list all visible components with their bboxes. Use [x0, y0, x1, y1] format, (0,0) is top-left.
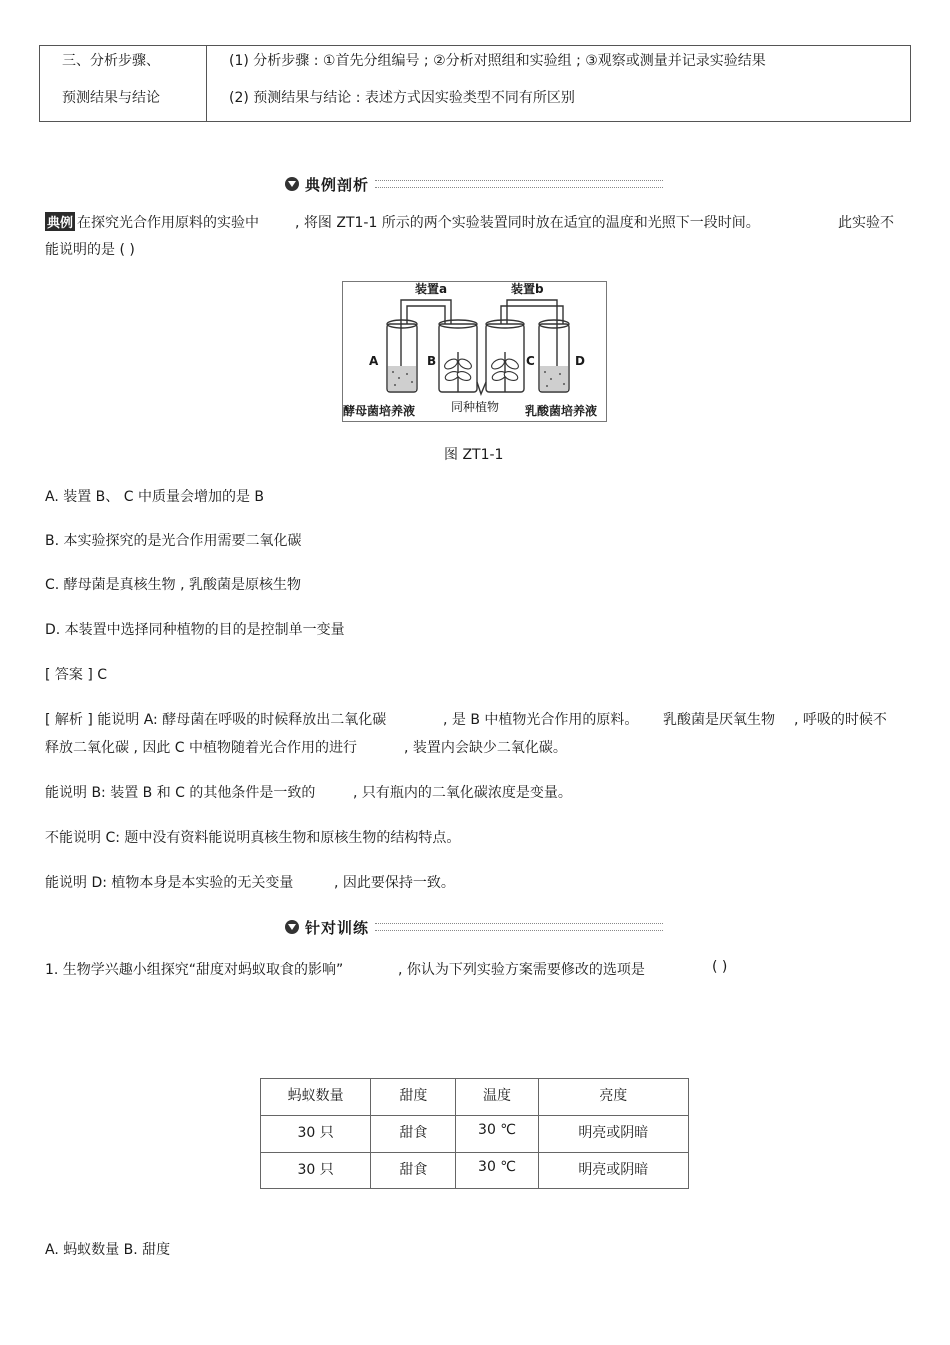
header-sweetness: 甜度 — [371, 1079, 456, 1116]
label-jar-b: B — [427, 354, 437, 368]
section-rule — [375, 923, 663, 931]
label-device-b: 装置b — [511, 282, 544, 296]
cell: 甜食 — [371, 1116, 456, 1153]
analysis-steps-table — [39, 45, 911, 122]
header-ant-count: 蚂蚁数量 — [261, 1079, 371, 1116]
figure-caption: 图 ZT1-1 — [444, 447, 504, 463]
cell: 明亮或阴暗 — [538, 1116, 688, 1153]
header-temperature: 温度 — [456, 1079, 538, 1116]
question1-text-b: , 你认为下列实验方案需要修改的选项是 — [398, 962, 645, 978]
example-text-a: 在探究光合作用原料的实验中 — [77, 215, 260, 231]
section-title: 典例剖析 — [305, 175, 370, 194]
label-jar-c: C — [526, 354, 535, 368]
section-rule — [375, 180, 663, 188]
label-jar-a: A — [369, 354, 379, 368]
table-right-line1: (1) 分析步骤 : ①首先分组编号 ; ②分析对照组和实验组 ; ③观察或测量并记录实验结果 — [229, 53, 766, 69]
table-right-line2: (2) 预测结果与结论 : 表述方式因实验类型不同有所区别 — [229, 90, 575, 106]
example-text-b: , 将图 ZT1-1 所示的两个实验装置同时放在适宜的温度和光照下一段时间。 — [295, 215, 760, 231]
analysis-p4-a: 能说明 D: 植物本身是本实验的无关变量 — [45, 875, 294, 891]
label-yeast-culture: 酵母菌培养液 — [343, 404, 416, 418]
experiment-plan-table — [260, 1078, 689, 1189]
triangle-down-icon — [285, 177, 299, 191]
analysis-p4-b: , 因此要保持一致。 — [334, 875, 455, 891]
table-divider — [206, 46, 207, 121]
table-header-row — [261, 1079, 689, 1116]
answer: [ 答案 ] C — [45, 667, 108, 683]
table-row — [261, 1153, 689, 1189]
analysis-p3: 不能说明 C: 题中没有资料能说明真核生物和原核生物的结构特点。 — [45, 830, 461, 846]
analysis-line1-b: , 是 B 中植物光合作用的原料。 — [443, 712, 639, 728]
table-row — [261, 1116, 689, 1153]
label-lactic-culture: 乳酸菌培养液 — [525, 404, 598, 418]
cell: 30 ℃ — [456, 1116, 538, 1153]
cell: 30 只 — [261, 1116, 371, 1153]
question1-text-a: 1. 生物学兴趣小组探究“甜度对蚂蚁取食的影响” — [45, 962, 344, 978]
example-question-line2: 能说明的是 ( ) — [45, 242, 135, 258]
analysis-line1-d: , 呼吸的时候不 — [794, 712, 887, 728]
experiment-apparatus-figure — [342, 281, 607, 422]
triangle-down-icon — [285, 920, 299, 934]
table-left-line1: 三、分析步骤、 — [62, 53, 160, 69]
section-title: 针对训练 — [305, 918, 370, 937]
label-jar-d: D — [575, 354, 585, 368]
section-heading-training — [285, 917, 663, 937]
cell: 30 只 — [261, 1153, 371, 1189]
analysis-line1-a: [ 解析 ] 能说明 A: 酵母菌在呼吸的时候释放出二氧化碳 — [45, 712, 387, 728]
header-brightness: 亮度 — [538, 1079, 688, 1116]
section-heading-examples — [285, 174, 663, 194]
analysis-line2-b: , 装置内会缺少二氧化碳。 — [404, 740, 567, 756]
analysis-line1-c: 乳酸菌是厌氧生物 — [663, 712, 775, 728]
option-c: C. 酵母菌是真核生物 , 乳酸菌是原核生物 — [45, 577, 302, 593]
analysis-p2-a: 能说明 B: 装置 B 和 C 的其他条件是一致的 — [45, 785, 316, 801]
table-left-line2: 预测结果与结论 — [62, 90, 160, 106]
question1-bracket: ( ) — [712, 959, 728, 975]
cell: 明亮或阴暗 — [538, 1153, 688, 1189]
option-b: B. 本实验探究的是光合作用需要二氧化碳 — [45, 533, 302, 549]
label-device-a: 装置a — [415, 282, 448, 296]
cell: 30 ℃ — [456, 1153, 538, 1189]
option-d: D. 本装置中选择同种植物的目的是控制单一变量 — [45, 622, 345, 638]
analysis-line2-a: 释放二氧化碳 , 因此 C 中植物随着光合作用的进行 — [45, 740, 358, 756]
cell: 甜食 — [371, 1153, 456, 1189]
example-text-c: 此实验不 — [838, 215, 894, 231]
option-a: A. 装置 B、 C 中质量会增加的是 B — [45, 489, 265, 505]
example-badge: 典例 — [45, 212, 75, 231]
question1-options: A. 蚂蚁数量 B. 甜度 — [45, 1242, 171, 1258]
example-question-line1 — [45, 212, 259, 232]
analysis-p2-b: , 只有瓶内的二氧化碳浓度是变量。 — [353, 785, 572, 801]
label-same-plant: 同种植物 — [451, 400, 500, 414]
